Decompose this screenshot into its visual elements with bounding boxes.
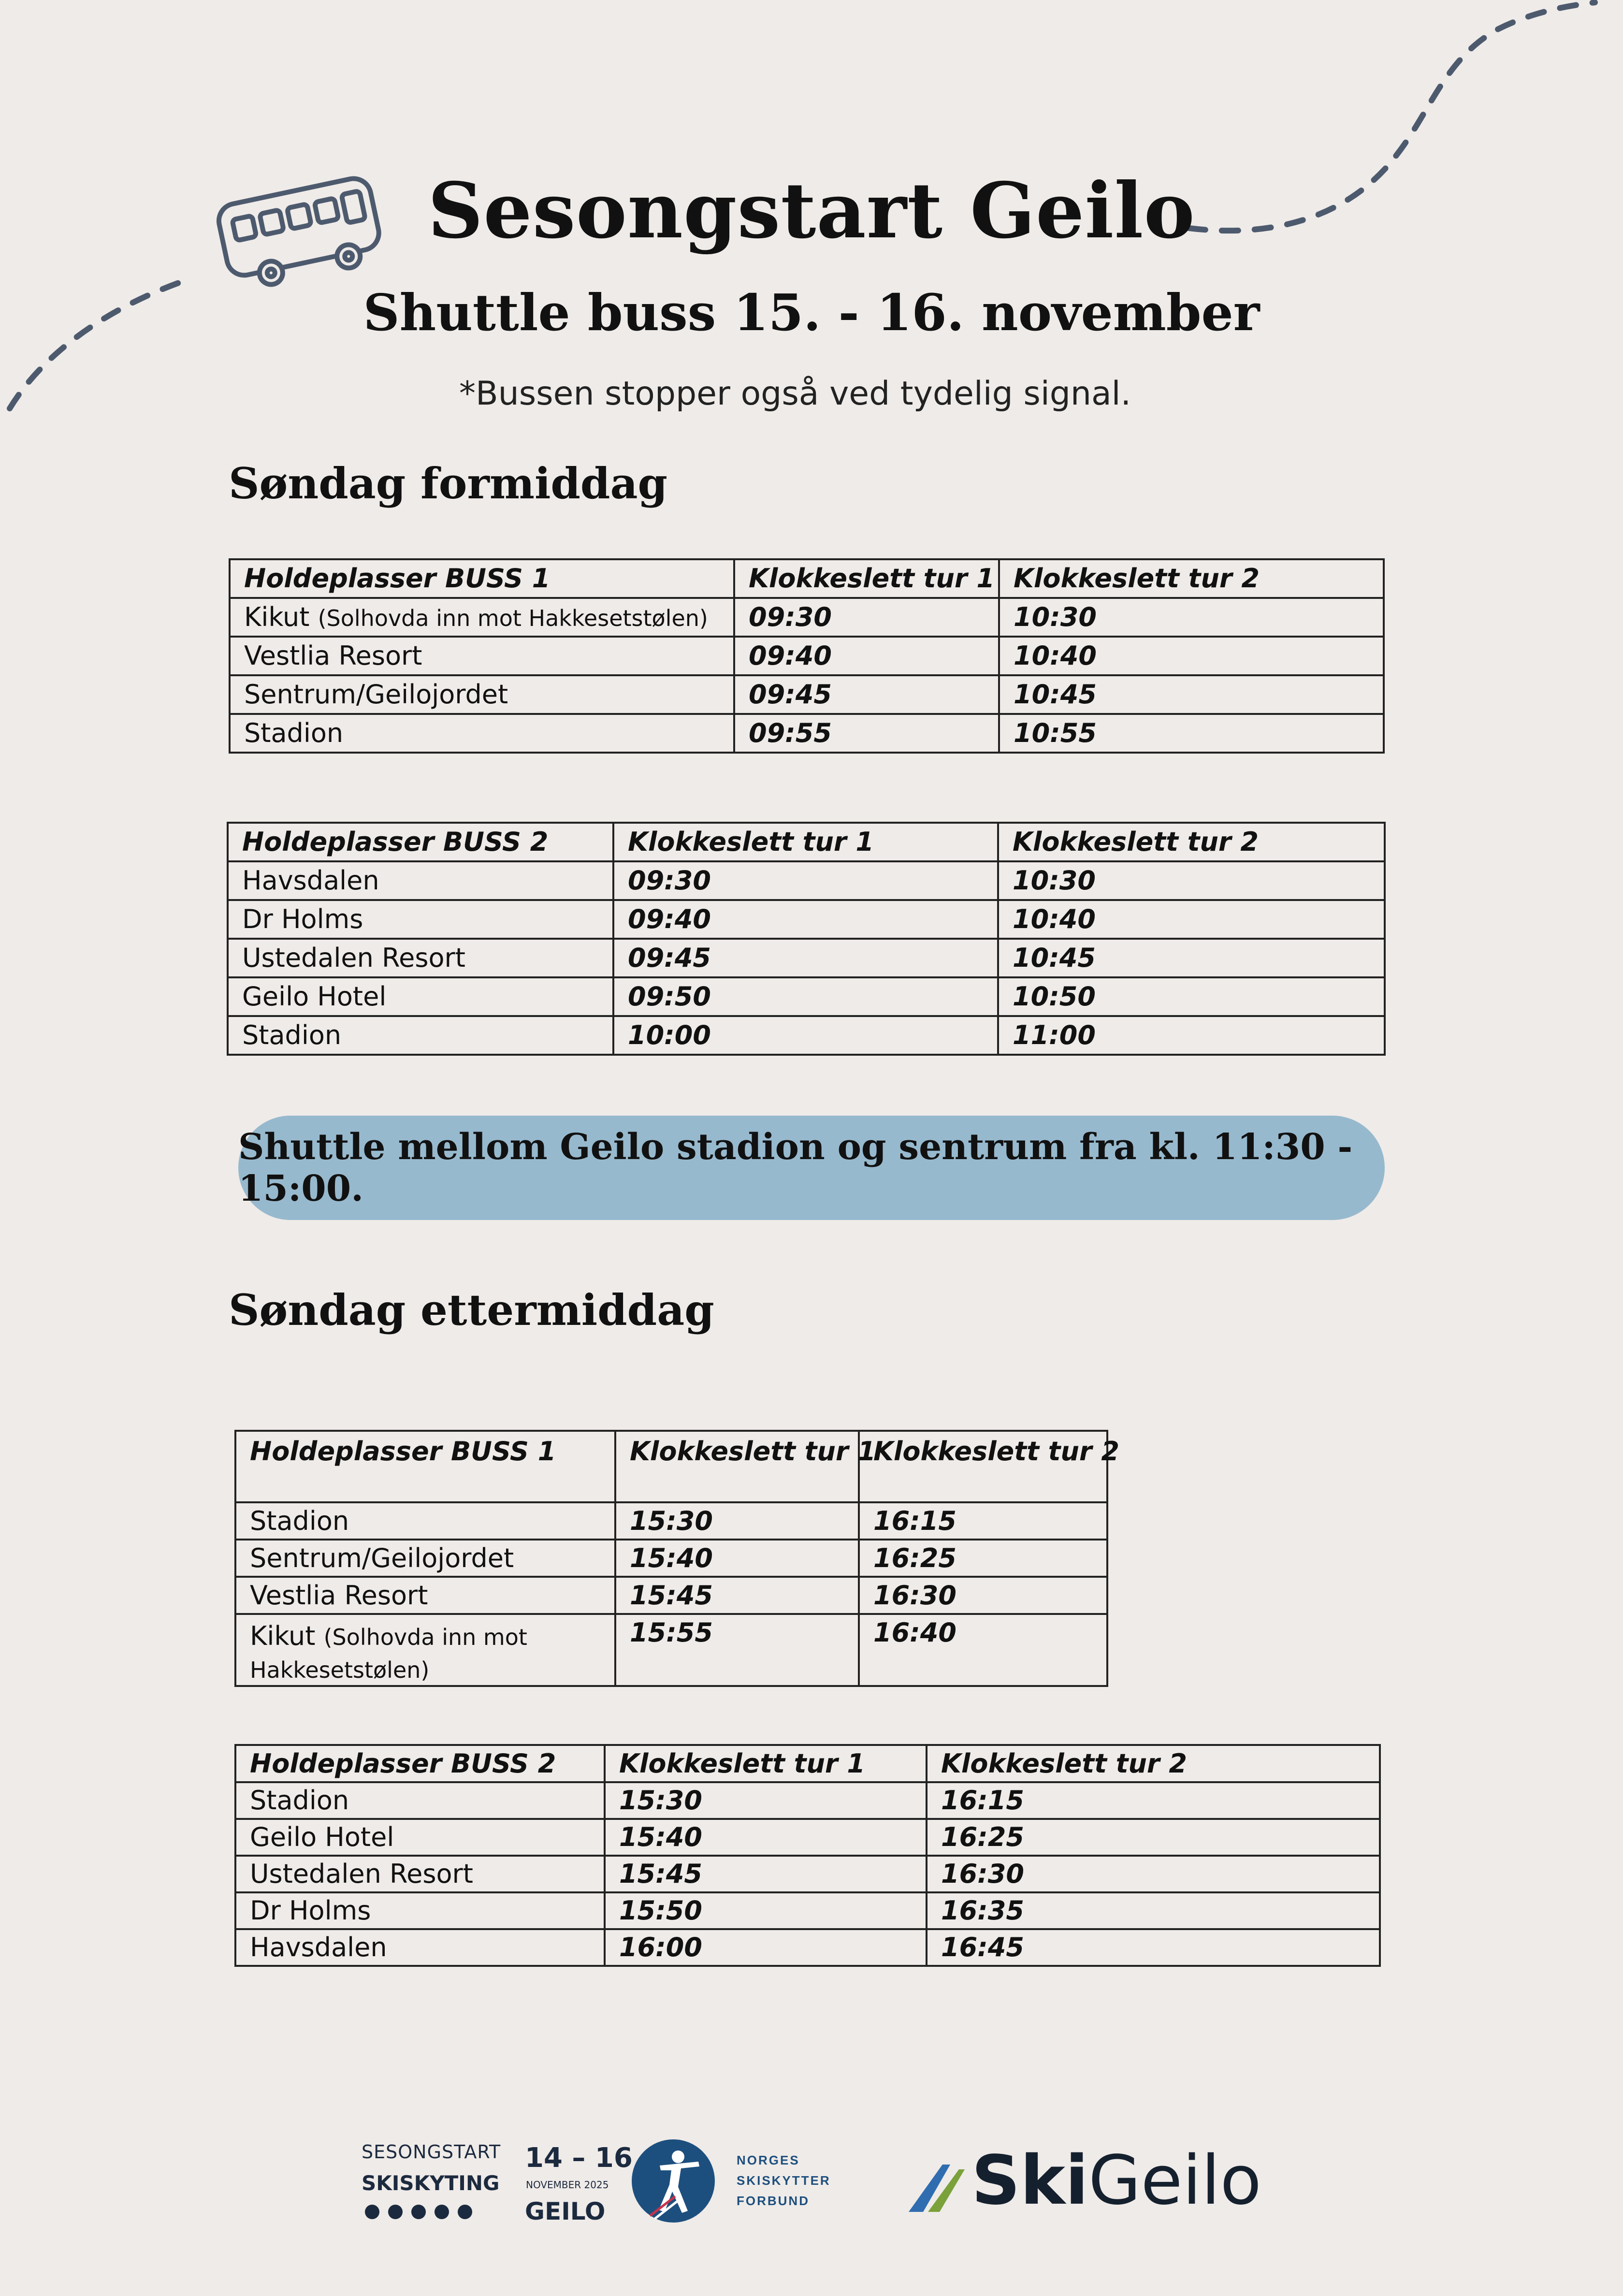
column-header: Klokkeslett tur 2 xyxy=(999,559,1384,598)
column-header: Klokkeslett tur 1 xyxy=(734,559,999,598)
departure-time: 10:55 xyxy=(999,714,1384,753)
event-place: GEILO xyxy=(525,2197,606,2225)
departure-time: 16:15 xyxy=(859,1502,1107,1540)
departure-time: 09:30 xyxy=(613,861,998,900)
departure-time: 15:30 xyxy=(605,1782,927,1819)
page-title: Sesongstart Geilo xyxy=(428,166,1195,256)
table-row xyxy=(230,714,1384,753)
shuttle-info-text: Shuttle mellom Geilo stadion og sentrum fra kl. 11:30 - 15:00. xyxy=(238,1126,1353,1209)
column-header: Holdeplasser BUSS 2 xyxy=(235,1745,605,1782)
nsf-line2: SKISKYTTER xyxy=(737,2173,831,2188)
departure-time: 09:45 xyxy=(613,939,998,977)
departure-time: 16:30 xyxy=(859,1577,1107,1614)
departure-time: 16:15 xyxy=(927,1782,1380,1819)
stop-name: Dr Holms xyxy=(235,1892,605,1929)
departure-time: 10:45 xyxy=(999,675,1384,714)
nsf-logo-icon xyxy=(631,2138,716,2223)
departure-time: 10:30 xyxy=(998,861,1385,900)
stop-name: Sentrum/Geilojordet xyxy=(235,1540,615,1577)
stop-name: Ustedalen Resort xyxy=(235,1856,605,1892)
table-row xyxy=(235,1892,1380,1929)
departure-time: 15:40 xyxy=(615,1540,859,1577)
stop-name: Stadion xyxy=(228,1016,613,1055)
stop-name: Stadion xyxy=(235,1502,615,1540)
departure-time: 16:35 xyxy=(927,1892,1380,1929)
section-heading-morning: Søndag formiddag xyxy=(229,458,668,509)
table-row xyxy=(228,1016,1385,1055)
departure-time: 09:55 xyxy=(734,714,999,753)
table-row xyxy=(235,1856,1380,1892)
nsf-line1: NORGES xyxy=(737,2153,800,2167)
stop-note: Hakkesetstølen) xyxy=(250,1657,430,1683)
skigeilo-geilo: Geilo xyxy=(1088,2141,1262,2220)
column-header: Klokkeslett tur 2 xyxy=(859,1431,1107,1502)
column-header: Holdeplasser BUSS 2 xyxy=(228,823,613,861)
table-row xyxy=(228,977,1385,1016)
table-row xyxy=(228,939,1385,977)
skigeilo-logo-mark-icon xyxy=(909,2155,976,2213)
departure-time: 16:40 xyxy=(859,1614,1107,1686)
table-row xyxy=(235,1929,1380,1966)
departure-time: 16:25 xyxy=(859,1540,1107,1577)
event-logo-line1: SESONGSTART xyxy=(362,2141,501,2163)
event-logo-dots xyxy=(363,2203,475,2221)
table-row xyxy=(228,861,1385,900)
stop-name: Stadion xyxy=(235,1782,605,1819)
column-header: Klokkeslett tur 1 xyxy=(605,1745,927,1782)
stop-name: Stadion xyxy=(230,714,734,753)
page-subtitle: Shuttle buss 15. - 16. november xyxy=(363,283,1260,342)
stop-name: Vestlia Resort xyxy=(230,637,734,675)
timetable-morning-bus2 xyxy=(227,822,1386,1056)
departure-time: 16:25 xyxy=(927,1819,1380,1856)
event-dates: 14 – 16 xyxy=(525,2142,633,2174)
column-header: Holdeplasser BUSS 1 xyxy=(230,559,734,598)
table-row xyxy=(228,900,1385,939)
signal-note: *Bussen stopper også ved tydelig signal. xyxy=(459,375,1131,413)
column-header: Klokkeslett tur 1 xyxy=(615,1431,859,1502)
table-row xyxy=(230,675,1384,714)
departure-time: 09:50 xyxy=(613,977,998,1016)
column-header: Klokkeslett tur 1 xyxy=(613,823,998,861)
stop-name: Ustedalen Resort xyxy=(228,939,613,977)
stop-name: Kikut xyxy=(244,602,310,632)
departure-time: 10:40 xyxy=(998,900,1385,939)
table-row xyxy=(235,1782,1380,1819)
departure-time: 15:40 xyxy=(605,1819,927,1856)
stop-name: Sentrum/Geilojordet xyxy=(230,675,734,714)
shuttle-info-banner xyxy=(238,1116,1385,1220)
column-header: Klokkeslett tur 2 xyxy=(998,823,1385,861)
departure-time: 15:30 xyxy=(615,1502,859,1540)
departure-time: 15:45 xyxy=(605,1856,927,1892)
event-logo-line2: SKISKYTING xyxy=(362,2171,500,2195)
departure-time: 09:40 xyxy=(613,900,998,939)
section-heading-afternoon: Søndag ettermiddag xyxy=(229,1285,714,1335)
departure-time: 16:00 xyxy=(605,1929,927,1966)
skigeilo-logo-text xyxy=(971,2141,1262,2220)
table-row xyxy=(230,598,1384,637)
departure-time: 09:40 xyxy=(734,637,999,675)
table-row xyxy=(235,1577,1107,1614)
stop-name: Vestlia Resort xyxy=(235,1577,615,1614)
departure-time: 10:00 xyxy=(613,1016,998,1055)
table-row xyxy=(235,1502,1107,1540)
stop-note: (Solhovda inn mot Hakkesetstølen) xyxy=(318,605,708,631)
departure-time: 10:45 xyxy=(998,939,1385,977)
stop-name: Havsdalen xyxy=(235,1929,605,1966)
departure-time: 09:45 xyxy=(734,675,999,714)
stop-note: (Solhovda inn mot xyxy=(323,1624,527,1650)
stop-name: Kikut xyxy=(250,1621,316,1651)
stop-name: Havsdalen xyxy=(228,861,613,900)
departure-time: 15:45 xyxy=(615,1577,859,1614)
event-month: NOVEMBER 2025 xyxy=(526,2179,609,2191)
departure-time: 15:55 xyxy=(615,1614,859,1686)
table-row xyxy=(235,1819,1380,1856)
table-row xyxy=(235,1614,1107,1686)
table-row xyxy=(230,637,1384,675)
skigeilo-ski: Ski xyxy=(971,2141,1088,2220)
departure-time: 09:30 xyxy=(734,598,999,637)
departure-time: 16:30 xyxy=(927,1856,1380,1892)
stop-name: Geilo Hotel xyxy=(228,977,613,1016)
column-header: Holdeplasser BUSS 1 xyxy=(235,1431,615,1502)
column-header: Klokkeslett tur 2 xyxy=(927,1745,1380,1782)
table-row xyxy=(235,1540,1107,1577)
departure-time: 15:50 xyxy=(605,1892,927,1929)
stop-name: Geilo Hotel xyxy=(235,1819,605,1856)
stop-name: Dr Holms xyxy=(228,900,613,939)
departure-time: 11:00 xyxy=(998,1016,1385,1055)
departure-time: 10:50 xyxy=(998,977,1385,1016)
departure-time: 10:30 xyxy=(999,598,1384,637)
timetable-afternoon-bus2 xyxy=(234,1744,1381,1967)
nsf-line3: FORBUND xyxy=(737,2194,810,2208)
timetable-afternoon-bus1 xyxy=(234,1430,1119,1687)
departure-time: 16:45 xyxy=(927,1929,1380,1966)
timetable-morning-bus1 xyxy=(229,558,1385,754)
departure-time: 10:40 xyxy=(999,637,1384,675)
